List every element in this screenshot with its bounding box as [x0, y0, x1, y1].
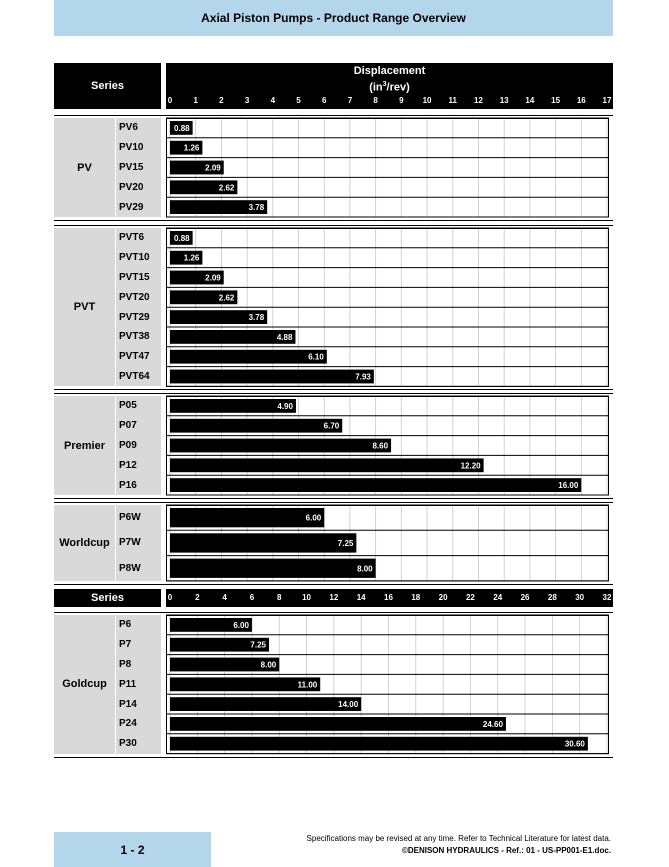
bar-panel-pv [166, 118, 613, 219]
bar-value-p09: 8.60 [372, 441, 389, 451]
top-tick-12: 12 [474, 96, 483, 105]
group-separator [54, 584, 613, 585]
bottom-tick-24: 24 [493, 593, 503, 602]
page-number: 1 - 2 [54, 832, 211, 867]
top-tick-9: 9 [399, 96, 404, 105]
series-header-label: Series [90, 80, 125, 92]
bar-value-p8w: 8.00 [357, 564, 373, 574]
group-separator [54, 115, 613, 116]
bar-value-pvt64: 7.93 [355, 372, 371, 382]
bar-p24 [170, 717, 506, 731]
bottom-tick-10: 10 [302, 593, 312, 602]
model-label-p6w: P6W [119, 512, 141, 524]
footer-company: ©DENISON HYDRAULICS - Ref.: 01 - US-PP001-E1.doc. [401, 846, 611, 855]
bar-p12 [170, 458, 484, 472]
model-label-p7w: P7W [119, 537, 141, 549]
bar-value-pvt15: 2.09 [205, 273, 221, 283]
model-label-p12: P12 [119, 459, 137, 471]
model-label-p16: P16 [119, 479, 137, 491]
group-label-pvt: PVT [54, 228, 115, 386]
bar-value-pv29: 3.78 [248, 203, 265, 213]
bottom-tick-2: 2 [195, 593, 200, 602]
model-label-p07: P07 [119, 420, 137, 432]
model-label-pvt20: PVT20 [119, 291, 150, 303]
model-label-p30: P30 [119, 738, 137, 750]
bottom-tick-18: 18 [411, 593, 421, 602]
bar-value-pvt47: 6.10 [308, 352, 324, 362]
bottom-tick-30: 30 [575, 593, 585, 602]
bar-value-pvt38: 4.88 [276, 332, 293, 342]
model-label-pvt29: PVT29 [119, 311, 150, 323]
top-tick-5: 5 [296, 96, 301, 105]
model-label-pvt64: PVT64 [119, 370, 150, 382]
bar-value-p6: 6.00 [233, 620, 249, 630]
top-tick-10: 10 [422, 96, 432, 105]
displacement-label: Displacement [353, 65, 426, 77]
model-label-pv6: PV6 [119, 122, 138, 134]
bar-value-pv15: 2.09 [205, 163, 221, 173]
bar-pvt64 [170, 370, 374, 384]
group-label-pv: PV [54, 118, 115, 217]
bar-pvt47 [170, 350, 327, 364]
group-separator [54, 612, 613, 613]
model-label-pvt15: PVT15 [119, 271, 150, 283]
bar-value-pvt10: 1.26 [183, 253, 200, 263]
series-header-2 [54, 589, 161, 607]
bar-p6w [170, 508, 324, 527]
model-label-pvt10: PVT10 [119, 252, 150, 264]
model-label-pvt6: PVT6 [119, 232, 145, 244]
model-label-p6: P6 [119, 619, 132, 631]
bar-panel-pvt [166, 228, 613, 389]
bottom-tick-4: 4 [222, 593, 227, 602]
top-tick-6: 6 [322, 96, 327, 105]
model-label-p09: P09 [119, 439, 137, 451]
group-separator [54, 389, 613, 390]
bar-panel-goldcup [166, 615, 613, 756]
bottom-tick-32: 32 [602, 593, 612, 602]
model-label-pv10: PV10 [119, 142, 144, 154]
model-label-p8: P8 [119, 658, 132, 670]
top-tick-3: 3 [244, 96, 250, 105]
page-title: Axial Piston Pumps - Product Range Overview [54, 0, 613, 36]
model-label-pvt47: PVT47 [119, 351, 150, 363]
bar-p30 [170, 737, 588, 751]
top-tick-8: 8 [373, 96, 378, 105]
bar-value-p16: 16.00 [558, 481, 579, 491]
bottom-tick-6: 6 [249, 593, 255, 602]
group-label-premier: Premier [54, 396, 115, 495]
bottom-tick-26: 26 [520, 593, 530, 602]
bottom-tick-22: 22 [465, 593, 475, 602]
top-tick-17: 17 [602, 96, 612, 105]
bottom-tick-20: 20 [438, 593, 448, 602]
bar-value-p11: 11.00 [297, 680, 318, 690]
top-tick-14: 14 [525, 96, 535, 105]
model-label-p14: P14 [119, 698, 137, 710]
series-header [54, 63, 161, 109]
bar-value-pvt6: 0.88 [174, 233, 190, 243]
bar-value-p8: 8.00 [260, 660, 277, 670]
group-separator [54, 502, 613, 503]
bar-p16 [170, 478, 581, 492]
model-label-p7: P7 [119, 639, 132, 651]
bottom-tick-0: 0 [167, 593, 173, 602]
group-separator [54, 220, 613, 221]
series-header-label-2: Series [90, 592, 125, 604]
model-label-p05: P05 [119, 400, 137, 412]
top-tick-2: 2 [219, 96, 224, 105]
top-tick-0: 0 [167, 96, 173, 105]
bar-value-pvt29: 3.78 [248, 313, 265, 323]
top-tick-4: 4 [270, 96, 276, 105]
model-label-pv15: PV15 [119, 161, 144, 173]
model-label-p24: P24 [119, 718, 137, 730]
model-label-p8w: P8W [119, 562, 141, 574]
bottom-tick-28: 28 [547, 593, 557, 602]
group-separator [54, 225, 613, 226]
group-separator [54, 393, 613, 394]
bar-value-pv20: 2.62 [218, 183, 235, 193]
bar-p8w [170, 559, 376, 578]
group-label-worldcup: Worldcup [54, 505, 115, 581]
bar-value-p24: 24.60 [482, 719, 503, 729]
bar-value-pvt20: 2.62 [218, 293, 235, 303]
bar-value-p7: 7.25 [250, 640, 267, 650]
model-label-pv20: PV20 [119, 181, 144, 193]
top-tick-7: 7 [347, 96, 353, 105]
footer-note: Specifications may be revised at any time. Refer to Technical Literature for latest data. [306, 834, 611, 843]
bar-value-p07: 6.70 [323, 421, 340, 431]
bar-value-pv10: 1.26 [183, 143, 200, 153]
bottom-tick-12: 12 [329, 593, 339, 602]
bar-value-pv6: 0.88 [174, 123, 190, 133]
model-label-pvt38: PVT38 [119, 331, 150, 343]
bar-panel-worldcup [166, 505, 613, 583]
top-tick-11: 11 [448, 96, 457, 105]
bar-p09 [170, 439, 391, 453]
bar-p07 [170, 419, 342, 433]
top-tick-1: 1 [193, 96, 198, 105]
group-separator [54, 757, 613, 758]
model-label-p11: P11 [119, 678, 137, 690]
top-tick-13: 13 [499, 96, 509, 105]
bar-value-p30: 30.60 [564, 739, 585, 749]
bar-value-p6w: 6.00 [305, 513, 322, 523]
displacement-header [166, 63, 613, 109]
bottom-tick-14: 14 [356, 593, 366, 602]
displacement-unit: $(in^3/rev)$ [369, 81, 410, 94]
group-label-goldcup: Goldcup [54, 615, 115, 754]
bar-p14 [170, 697, 361, 711]
bar-value-p7w: 7.25 [337, 538, 354, 548]
bar-value-p14: 14.00 [338, 700, 359, 710]
displacement-header-2 [166, 589, 613, 607]
bar-p7w [170, 533, 356, 552]
bar-value-p05: 4.90 [277, 401, 293, 411]
bar-panel-premier [166, 396, 613, 497]
top-tick-16: 16 [576, 96, 586, 105]
bar-value-p12: 12.20 [460, 461, 481, 471]
bottom-tick-16: 16 [384, 593, 393, 602]
model-label-pv29: PV29 [119, 201, 144, 213]
bottom-tick-8: 8 [277, 593, 282, 602]
top-tick-15: 15 [551, 96, 561, 105]
group-separator [54, 498, 613, 499]
